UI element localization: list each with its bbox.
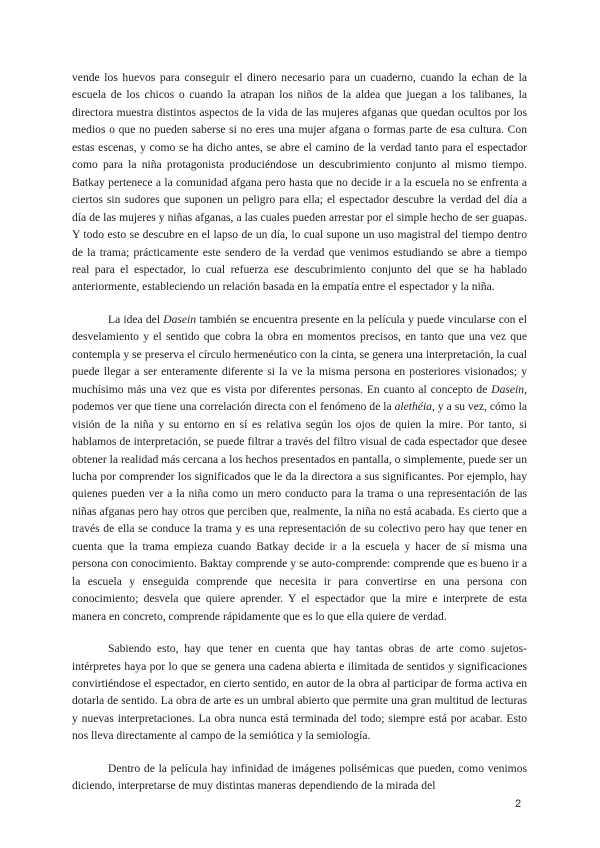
term-dasein-2: Dasein xyxy=(491,382,525,396)
paragraph-4 xyxy=(72,760,527,795)
paragraph-3 xyxy=(72,640,527,745)
term-dasein: Dasein xyxy=(163,312,197,326)
paragraph-2-text-d: , y a su vez, cómo la visión de la niña y su entorno en sí es relativa según los ojos de quien la mire. Por tanto, si hablamos de interpretación, se puede filtrar a través del filtro visual de cada espectador que desee obtener la realidad más cercana a los hechos presentados en pantalla, o simplemente, puede ser un lucha por comprender los significados que le da la directora a sus significantes. Por ejemplo, hay quienes pueden ver a la niña como un mero conducto para la trama o una representación de las niñas afganas pero hay otros que perciben que, realmente, la niña no está acabada. Es cierto que a través de ella se conduce la trama y es una representación de su colectivo pero hay que tener en cuenta que la trama empieza cuando Batkay decide ir a la escuela y hacer de sí misma una persona con conocimiento. Baktay comprende y se auto-comprende: comprende que es bueno ir a la escuela y enseguida comprende que necesita ir para convertirse en una persona con conocimiento; desvela que quiere aprender. Y el espectador que la mire e interprete de esta manera en concreto, comprende rápidamente que es lo que ella quiere de verdad. xyxy=(72,400,527,623)
body-text xyxy=(72,69,527,810)
page-number: 2 xyxy=(515,798,522,810)
paragraph-1 xyxy=(72,69,527,296)
paragraph-4-text: Dentro de la película hay infinidad de imágenes polisémicas que pueden, como venimos diciendo, interpretarse de muy distintas maneras dependiendo de la mirada del xyxy=(72,761,527,793)
paragraph-1-text: vende los huevos para conseguir el dinero necesario para un cuaderno, cuando la echan de la escuela de los chicos o cuando la atrapan los niños de la aldea que juegan a los talibanes, la directora muestra distintos aspectos de la vida de las mujeres afganas que quedan ocultos por los medios o que no pueden saberse si no eres una mujer afgana o formas parte de esa cultura. Con estas escenas, y como se ha dicho antes, se abre el camino de la verdad tanto para el espectador como para la niña protagonista produciéndose un descubrimiento conjunto al mismo tiempo. Batkay pertenece a la comunidad afgana pero hasta que no decide ir a la escuela no se enfrenta a ciertos sin sudores que suponen un peligro para ella; el espectador descubre la verdad del día a día de las mujeres y niñas afganas, a las cuales pueden arrestar por el simple hecho de ser guapas. Y todo esto se descubre en el lapso de un día, lo cual supone un uso magistral del tiempo dentro de la trama; prácticamente este sendero de la verdad que venimos estudiando se abre a tiempo real para el espectador, lo cual refuerza ese descubrimiento conjunto del que se ha hablado anteriormente, estableciendo un relación basada en la empatía entre el espectador y la niña. xyxy=(72,71,527,294)
paragraph-2-text-c: , podemos ver que tiene una correlación directa con el fenómeno de la xyxy=(72,382,527,414)
paragraph-2-text-b: también se encuentra presente en la película y puede vincularse con el desvelamiento y el sentido que cobra la obra en momentos precisos, en tanto que una vez que contempla y se preserva el círculo hermenéutico con la cinta, se genera una interpretación, la cual puede llegar a ser enteramente diferente si la ve la misma persona en posteriores visionados; y muchísimo más una vez que es vista por diferentes personas. En cuanto al concepto de xyxy=(72,312,527,396)
term-aletheia: alethéia xyxy=(394,400,432,414)
paragraph-3-text: Sabiendo esto, hay que tener en cuenta que hay tantas obras de arte como sujetos-intérpretes haya por lo que se genera una cadena abierta e ilimitada de sentidos y significaciones convirtiéndose el espectador, en cierto sentido, en autor de la obra al participar de forma activa en dotarla de sentido. La obra de arte es un umbral abierto que permite una gran multitud de lecturas y nuevas interpretaciones. La obra nunca está terminada del todo; siempre está por acabar. Esto nos lleva directamente al campo de la semiótica y la semiología. xyxy=(72,642,527,743)
paragraph-2 xyxy=(72,311,527,625)
paragraph-2-text-a: La idea del xyxy=(108,312,164,326)
